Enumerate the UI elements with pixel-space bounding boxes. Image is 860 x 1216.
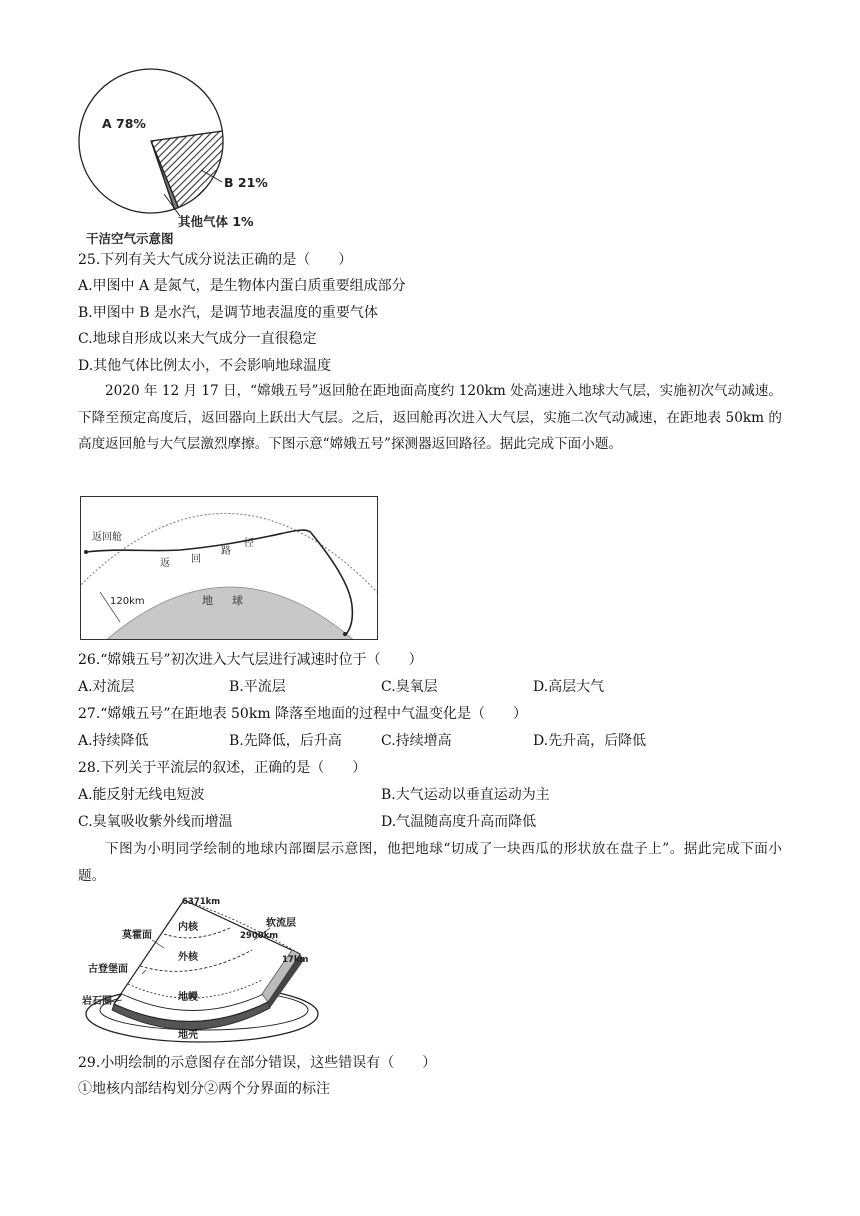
earth-char-1: 地	[202, 594, 213, 607]
earth-interior-figure	[82, 890, 324, 1048]
q26-option-c: C.臭氧层	[381, 679, 438, 695]
altitude-label: 120km	[110, 596, 145, 607]
pie-label-a: A 78%	[102, 116, 146, 131]
label-depth-crust: 17km	[282, 955, 309, 965]
capsule-start-dot	[84, 550, 88, 554]
q28-option-d: D.气温随高度升高而降低	[381, 814, 537, 830]
q26-option-a: A.对流层	[78, 679, 135, 695]
pie-label-other: 其他气体 1%	[178, 214, 254, 229]
q27-option-a: A.持续降低	[78, 733, 149, 749]
label-lithosphere: 岩石圈	[82, 996, 112, 1007]
return-path-figure	[80, 496, 380, 642]
label-asthenosphere: 软流层	[266, 918, 296, 929]
label-crust: 地壳	[178, 1030, 198, 1041]
q25-option-c: C.地球自形成以来大气成分一直很稳定	[78, 331, 317, 347]
label-inner-core: 内核	[178, 922, 198, 933]
q28-option-b: B.大气运动以垂直运动为主	[381, 787, 550, 803]
q28-option-c: C.臭氧吸收紫外线而增温	[78, 814, 233, 830]
pie-caption: 干洁空气示意图	[86, 231, 174, 246]
capsule-label: 返回舱	[92, 532, 122, 543]
path-char-1: 返	[160, 558, 170, 569]
q27-option-d: D.先升高，后降低	[533, 733, 647, 749]
landing-dot	[343, 632, 347, 636]
q27-stem: 27.“嫦娥五号”在距地表 50km 降落至地面的过程中气温变化是（ ）	[78, 706, 528, 722]
q28-stem: 28.下列关于平流层的叙述，正确的是（ ）	[78, 760, 367, 776]
q25-option-a: A.甲图中 A 是氮气，是生物体内蛋白质重要组成部分	[78, 278, 406, 294]
q28-option-a: A.能反射无线电短波	[78, 787, 205, 803]
label-moho: 莫霍面	[122, 930, 152, 941]
label-depth-center: 6371km	[182, 897, 221, 907]
q27-option-c: C.持续增高	[381, 733, 452, 749]
path-char-4: 径	[244, 538, 254, 549]
pie-label-b: B 21%	[224, 175, 268, 190]
dry-air-pie-chart	[76, 48, 326, 248]
path-char-3: 路	[221, 546, 231, 557]
q25-option-b: B.甲图中 B 是水汽，是调节地表温度的重要气体	[78, 305, 378, 321]
passage-change5: 2020 年 12 月 17 日，“嫦娥五号”返回舱在距地面高度约 120km 处高速进入地球大气层，实施初次气动减速。下降至预定高度后，返回器向上跃出大气层。之后，返回舱再次进入大气层，实施二次气动减速，在距地表 50km 的高度返回舱与大气层激烈摩擦。下图示意“嫦娥五号”探测器返回路径。据此完成下面小题。	[78, 383, 782, 452]
label-mantle: 地幔	[178, 992, 198, 1003]
q26-stem: 26.“嫦娥五号”初次进入大气层进行减速时位于（ ）	[78, 652, 423, 668]
label-depth-mid: 2900km	[240, 931, 279, 941]
q26-option-d: D.高层大气	[533, 679, 605, 695]
q29-line2: ①地核内部结构划分②两个分界面的标注	[78, 1081, 330, 1097]
label-gutenberg: 古登堡面	[88, 964, 128, 975]
q25-option-d: D.其他气体比例太小，不会影响地球温度	[78, 358, 332, 374]
path-char-2: 回	[191, 554, 201, 565]
earth-char-2: 球	[232, 594, 243, 607]
passage-earth-layers: 下图为小明同学绘制的地球内部圈层示意图，他把地球“切成了一块西瓜的形状放在盘子上”。据此完成下面小题。	[78, 841, 782, 884]
q29-stem: 29.小明绘制的示意图存在部分错误，这些错误有（ ）	[78, 1055, 437, 1071]
q26-option-b: B.平流层	[229, 679, 286, 695]
label-outer-core: 外核	[178, 952, 198, 963]
q27-option-b: B.先降低，后升高	[229, 733, 342, 749]
q25-stem: 25.下列有关大气成分说法正确的是（ ）	[78, 252, 353, 268]
